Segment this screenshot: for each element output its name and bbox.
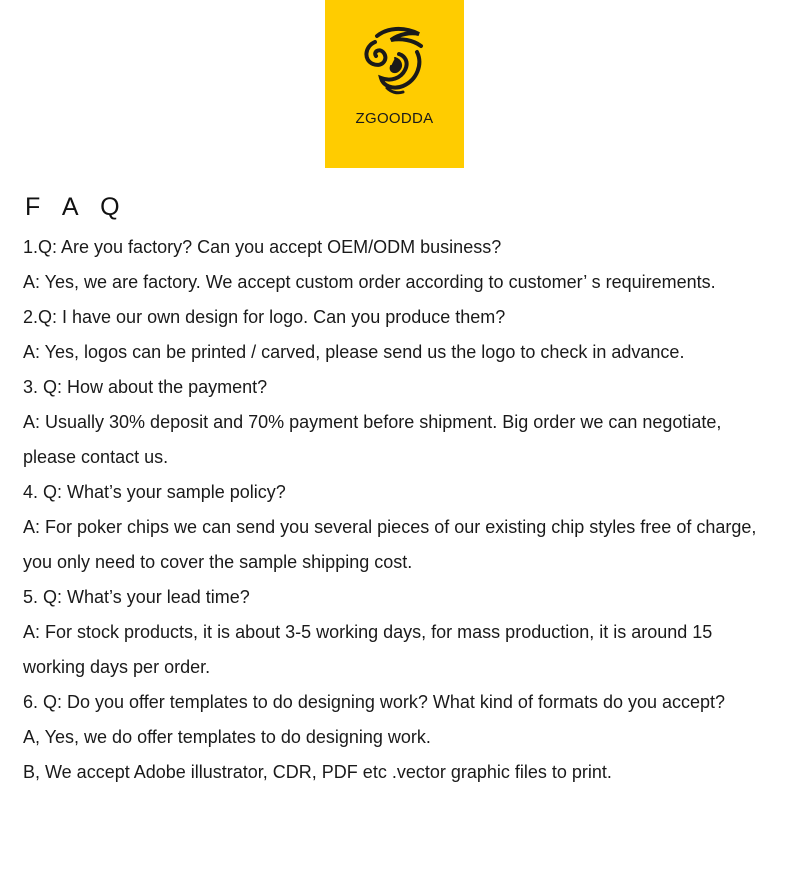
faq-heading: F A Q <box>25 193 128 221</box>
brand-logo-block <box>325 0 464 168</box>
faq-answer-3-line-1: A: Usually 30% deposit and 70% payment before shipment. Big order we can negotiate, <box>23 412 722 432</box>
faq-answer-3-line-2: please contact us. <box>23 447 169 467</box>
faq-answer-6-line-1: A, Yes, we do offer templates to do designing work. <box>23 727 431 747</box>
faq-question-3: 3. Q: How about the payment? <box>23 377 268 397</box>
faq-answer-2: A: Yes, logos can be printed / carved, please send us the logo to check in advance. <box>23 342 685 362</box>
faq-question-6: 6. Q: Do you offer templates to do designing work? What kind of formats do you accept? <box>23 692 726 712</box>
faq-answer-5-line-1: A: For stock products, it is about 3-5 working days, for mass production, it is around 15 <box>23 622 713 642</box>
faq-answer-4-line-2: you only need to cover the sample shipping cost. <box>23 552 413 572</box>
faq-question-5: 5. Q: What’s your lead time? <box>23 587 250 607</box>
faq-question-4: 4. Q: What’s your sample policy? <box>23 482 286 502</box>
faq-question-1: 1.Q: Are you factory? Can you accept OEM/ODM business? <box>23 237 502 257</box>
faq-list <box>23 230 783 790</box>
faq-answer-1: A: Yes, we are factory. We accept custom order according to customer’ s requirements. <box>23 272 716 292</box>
faq-answer-4-line-1: A: For poker chips we can send you several pieces of our existing chip styles free of charge, <box>23 517 757 537</box>
brand-name: ZGOODDA <box>355 110 434 127</box>
faq-question-2: 2.Q: I have our own design for logo. Can you produce them? <box>23 307 506 327</box>
faq-answer-6-line-2: B, We accept Adobe illustrator, CDR, PDF etc .vector graphic files to print. <box>23 762 612 782</box>
brand-logo-icon <box>357 24 433 96</box>
faq-answer-5-line-2: working days per order. <box>23 657 211 677</box>
